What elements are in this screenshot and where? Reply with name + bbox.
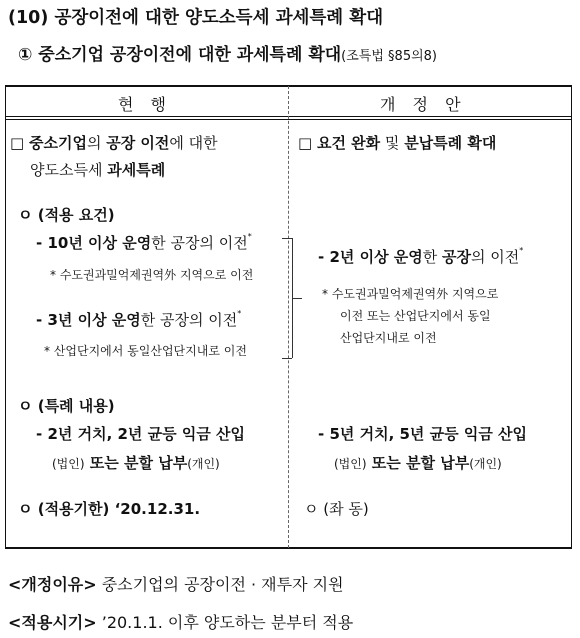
reason-line xyxy=(8,572,344,595)
current-period: ㅇ (적용기한) ‘20.12.31. xyxy=(18,500,201,518)
apply-text: ’20.1.1. 이후 양도하는 분부터 적용 xyxy=(96,613,354,632)
revised-special1: - 5년 거치, 5년 균등 익금 산입 xyxy=(318,425,528,443)
current-req1-text: 한 공장의 이전 xyxy=(151,234,248,252)
revised-req-factory: 공장 xyxy=(442,248,472,266)
current-heading-joint: 의 xyxy=(86,134,107,152)
sub-title-ref: (조특법 §85의8) xyxy=(341,49,437,64)
current-req1-star: * xyxy=(247,232,252,241)
current-heading-for: 에 대한 xyxy=(169,134,218,152)
current-heading-line2 xyxy=(30,159,165,180)
sub-title-text: ① 중소기업 공장이전에 대한 과세특례 확대 xyxy=(18,45,342,65)
apply-label: <적용시기> xyxy=(8,613,97,632)
column-divider xyxy=(288,86,289,548)
current-req2-bold: - 3년 이상 운영 xyxy=(36,311,141,329)
revised-heading xyxy=(298,132,496,153)
apply-line xyxy=(8,610,353,633)
column-header-current: 현 행 xyxy=(118,95,172,114)
current-heading-relocation: 공장 이전 xyxy=(106,134,170,152)
current-special2-or: 또는 xyxy=(84,454,124,472)
bracket-top xyxy=(282,238,292,239)
current-req1-note: * 수도권과밀억제권역外 지역으로 이전 xyxy=(50,268,254,282)
checkbox-square: □ xyxy=(298,134,313,152)
bracket-bottom xyxy=(282,358,292,359)
current-special-title: ㅇ (특례 내용) xyxy=(18,397,115,415)
current-req2 xyxy=(36,309,241,330)
revised-special2-corp: (법인) xyxy=(334,457,367,471)
current-req2-star: * xyxy=(237,309,242,318)
sub-title xyxy=(18,40,437,65)
current-special2 xyxy=(52,452,220,473)
current-heading-line1 xyxy=(10,132,218,153)
current-req2-text: 한 공장의 이전 xyxy=(140,311,238,329)
revised-heading-relax: 요건 완화 xyxy=(316,134,381,152)
revised-special2-or: 또는 xyxy=(366,454,406,472)
revised-note-line1: * 수도권과밀억제권역外 지역으로 xyxy=(322,287,499,301)
current-req1-bold: - 10년 이상 운영 xyxy=(36,234,152,252)
current-heading-tax: 양도소득세 xyxy=(30,161,108,179)
revised-req-bold: - 2년 이상 운영 xyxy=(318,248,423,266)
revised-special2-installment: 분할 납부 xyxy=(406,454,470,472)
revised-note-line3: 산업단지내로 이전 xyxy=(340,331,437,345)
revised-req-star: * xyxy=(519,246,524,255)
current-special2-corp: (법인) xyxy=(52,457,85,471)
current-heading-sme: 중소기업 xyxy=(28,134,87,152)
current-special1: - 2년 거치, 2년 균등 익금 산입 xyxy=(36,425,246,443)
revised-req-of: 한 xyxy=(422,248,443,266)
current-req2-note: * 산업단지에서 동일산업단지내로 이전 xyxy=(44,344,247,358)
reason-label: <개정이유> xyxy=(8,575,97,594)
current-req1 xyxy=(36,232,252,253)
revised-req xyxy=(318,246,523,267)
current-requirements-title: ㅇ (적용 요건) xyxy=(18,206,115,224)
revised-heading-and: 및 xyxy=(380,134,405,152)
revised-heading-installment: 분납특례 확대 xyxy=(404,134,497,152)
bracket-middle xyxy=(292,298,302,299)
current-special2-installment: 분할 납부 xyxy=(124,454,188,472)
revised-req-relocation: 의 이전 xyxy=(471,248,520,266)
checkbox-square: □ xyxy=(10,134,25,152)
section-title: (10) 공장이전에 대한 양도소득세 과세특례 확대 xyxy=(8,8,384,28)
column-header-revised: 개 정 안 xyxy=(380,95,467,114)
revised-note-line2: 이전 또는 산업단지에서 동일 xyxy=(340,309,491,323)
revised-special2 xyxy=(334,452,502,473)
revised-period: ㅇ (좌 동) xyxy=(304,500,369,518)
revised-special2-indiv: (개인) xyxy=(469,457,502,471)
reason-text: 중소기업의 공장이전 · 재투자 지원 xyxy=(96,575,344,594)
current-special2-indiv: (개인) xyxy=(187,457,220,471)
current-heading-special: 과세특례 xyxy=(107,161,166,179)
